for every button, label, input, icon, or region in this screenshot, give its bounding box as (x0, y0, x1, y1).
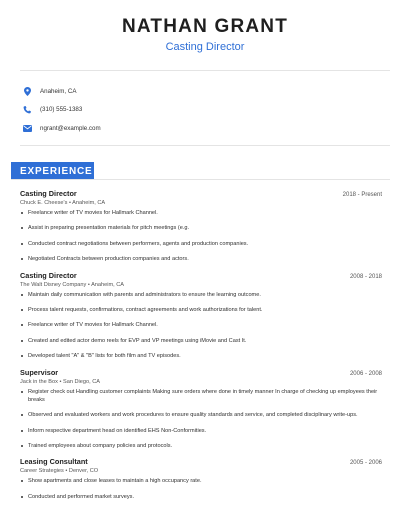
job-bullet: Negotiated Contracts between production companies and actors. (20, 255, 382, 263)
job-bullets (20, 388, 382, 451)
contact-phone (22, 101, 101, 119)
phone-text: (310) 555-1383 (40, 106, 83, 113)
experience-divider (11, 179, 390, 180)
job-entry (20, 189, 382, 263)
job-title: Leasing Consultant (20, 457, 88, 467)
job-bullets (20, 291, 382, 361)
job-company: Chuck E. Cheese's • Anaheim, CA (20, 200, 106, 206)
job-bullet: Inform respective department head on identified EHS Non-Conformities. (20, 427, 382, 435)
mail-icon (22, 123, 32, 133)
job-entry (20, 457, 382, 501)
location-pin-icon (22, 86, 32, 96)
job-title: Supervisor (20, 367, 59, 377)
job-header (20, 189, 382, 198)
job-dates: 2018 - Present (342, 192, 382, 198)
job-bullet: Freelance writer of TV movies for Hallmark Channel. (20, 209, 382, 217)
job-bullet: Observed and evaluated workers and work procedures to ensure quality standards and service, and completed disciplinary write-ups. (20, 411, 382, 419)
experience-list (20, 189, 382, 508)
job-bullet: Trained employees about company policies and protocols. (20, 442, 382, 450)
candidate-name: NATHAN GRANT (121, 16, 289, 37)
contact-location (22, 82, 101, 100)
job-entry (20, 368, 382, 451)
job-dates: 2006 - 2008 (349, 370, 382, 377)
job-bullet: Conducted and performed market surveys. (20, 493, 382, 501)
contact-block (22, 82, 101, 138)
job-header (20, 271, 382, 280)
job-company: Career Strategies • Denver, CO (20, 468, 99, 475)
header-divider (20, 70, 390, 71)
job-bullet: Conducted contract negotiations between performers, agents and production companies. (20, 240, 382, 248)
job-company: The Walt Disney Company • Anaheim, CA (20, 281, 125, 288)
job-bullet: Created and edited actor demo reels for EVP and VP meetings using iMovie and Cast It. (20, 337, 382, 345)
job-company: Jack in the Box • San Diego, CA (20, 378, 101, 385)
email-text: ngrant@example.com (40, 124, 101, 132)
experience-heading: EXPERIENCE (11, 162, 94, 180)
job-header (20, 457, 382, 466)
job-dates: 2008 - 2018 (349, 273, 382, 280)
candidate-title: Casting Director (165, 41, 245, 53)
job-title: Casting Director (20, 270, 77, 280)
contact-divider (20, 145, 390, 146)
job-title: Casting Director (20, 189, 77, 198)
job-bullets (20, 477, 382, 501)
resume-header (0, 0, 410, 53)
job-dates: 2005 - 2006 (349, 460, 382, 467)
job-bullet: Maintain daily communication with parents and administrators to ensure the learning outcome. (20, 291, 382, 299)
job-bullet: Developed talent "A" & "B" lists for both film and TV episodes. (20, 352, 382, 360)
job-bullet: Process talent requests, confirmations, contract agreements and work authorizations for talent. (20, 306, 382, 314)
job-bullets (20, 209, 382, 263)
phone-icon (22, 105, 32, 115)
job-bullet: Show apartments and close leases to maintain a high occupancy rate. (20, 477, 382, 485)
job-bullet: Freelance writer of TV movies for Hallmark Channel. (20, 321, 382, 329)
job-header (20, 368, 382, 377)
job-bullet: Register check out Handling customer complaints Making sure orders where done in timely manner In charge of checking up employees their breaks (20, 388, 382, 404)
job-entry (20, 271, 382, 361)
contact-email (22, 119, 101, 137)
job-bullet: Assist in preparing presentation materials for pitch meetings (e.g. (20, 224, 382, 232)
location-text: Anaheim, CA (40, 87, 77, 95)
